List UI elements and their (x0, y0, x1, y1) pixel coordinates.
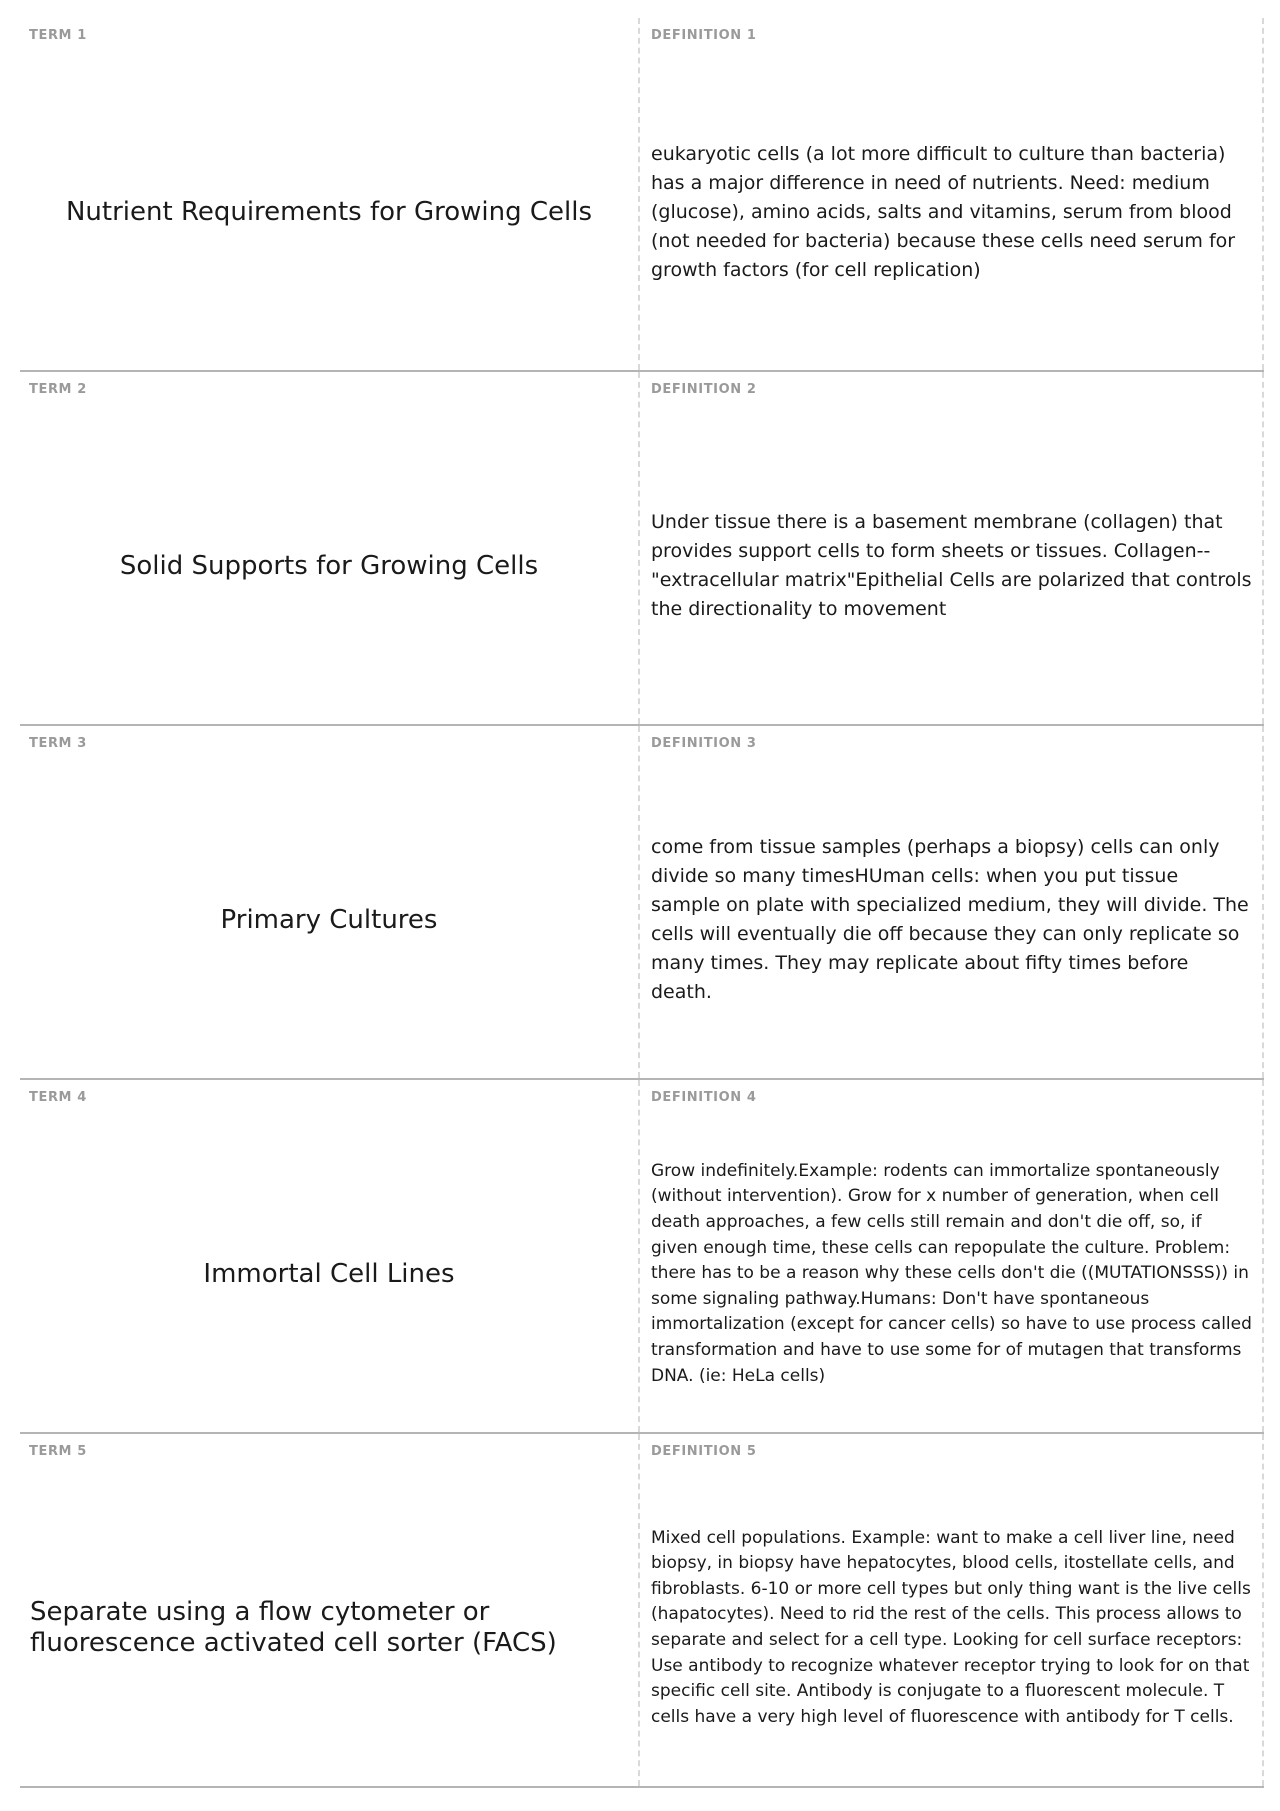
definition-text: Under tissue there is a basement membrane (collagen) that provides support cells to form sheets or tissues. Collagen--"extracellular matrix"Epithelial Cells are polarized that controls the directionality to movement (651, 511, 1252, 620)
term-text: Separate using a flow cytometer or fluorescence activated cell sorter (FACS) (30, 1597, 557, 1658)
term-label: TERM 2 (29, 382, 87, 397)
definition-cell (640, 1080, 1264, 1432)
term-text: Solid Supports for Growing Cells (119, 550, 539, 581)
definition-cell (640, 1434, 1264, 1786)
term-text: Immortal Cell Lines (203, 1258, 455, 1289)
term-label: TERM 3 (29, 736, 87, 751)
flashcard-row (20, 726, 1264, 1080)
term-label: TERM 5 (29, 1444, 87, 1459)
definition-text: Mixed cell populations. Example: want to make a cell liver line, need biopsy, in biopsy have hepatocytes, blood cells, itostellate cells, and fibroblasts. 6-10 or more cell types but only thing want is the live cells (hapatocytes). Need to rid the rest of the cells. This process allows to separate and select for a cell type. Looking for cell surface receptors: Use antibody to recognize whatever receptor trying to look for on that specific cell site. Antibody is conjugate to a fluorescent molecule. T cells have a very high level of fluorescence with antibody for T cells. (651, 1527, 1251, 1727)
definition-label: DEFINITION 4 (651, 1090, 757, 1105)
definition-label: DEFINITION 1 (651, 28, 757, 43)
definition-text: Grow indefinitely.Example: rodents can immortalize spontaneously (without intervention). Grow for x number of generation, when cell death approaches, a few cells still remain and don't die off, so, if given enough time, these cells can repopulate the culture. Problem: there has to be a reason why these cells don't die ((MUTATIONSSS)) in some signaling pathway.Humans: Don't have spontaneous immortalization (except for cancer cells) so have to use process called transformation and have to use some for of mutagen that transforms DNA. (ie: HeLa cells) (651, 1160, 1252, 1386)
definition-text: come from tissue samples (perhaps a biopsy) cells can only divide so many timesHUman cells: when you put tissue sample on plate with specialized medium, they will divide. The cells will eventually die off because they can only replicate so many times. They may replicate about fifty times before death. (651, 836, 1249, 1003)
term-cell (20, 1080, 640, 1432)
definition-cell (640, 372, 1264, 724)
flashcard-row (20, 1434, 1264, 1788)
term-label: TERM 1 (29, 28, 87, 43)
term-text: Primary Cultures (220, 904, 438, 935)
definition-cell (640, 18, 1264, 370)
definition-label: DEFINITION 3 (651, 736, 757, 751)
term-text: Nutrient Requirements for Growing Cells (65, 196, 593, 227)
definition-text: eukaryotic cells (a lot more difficult to culture than bacteria) has a major difference in need of nutrients. Need: medium (glucose), amino acids, salts and vitamins, serum from blood (not needed for bacteria) because these cells need serum for growth factors (for cell replication) (651, 142, 1236, 281)
flashcard-row (20, 1080, 1264, 1434)
flashcard-row (20, 18, 1264, 372)
definition-cell (640, 726, 1264, 1078)
flashcard-row (20, 372, 1264, 726)
flashcard-sheet (20, 18, 1264, 1788)
term-cell (20, 18, 640, 370)
definition-label: DEFINITION 5 (651, 1444, 757, 1459)
term-cell (20, 372, 640, 724)
definition-label: DEFINITION 2 (651, 382, 757, 397)
term-cell (20, 1434, 640, 1786)
term-label: TERM 4 (29, 1090, 87, 1105)
term-cell (20, 726, 640, 1078)
